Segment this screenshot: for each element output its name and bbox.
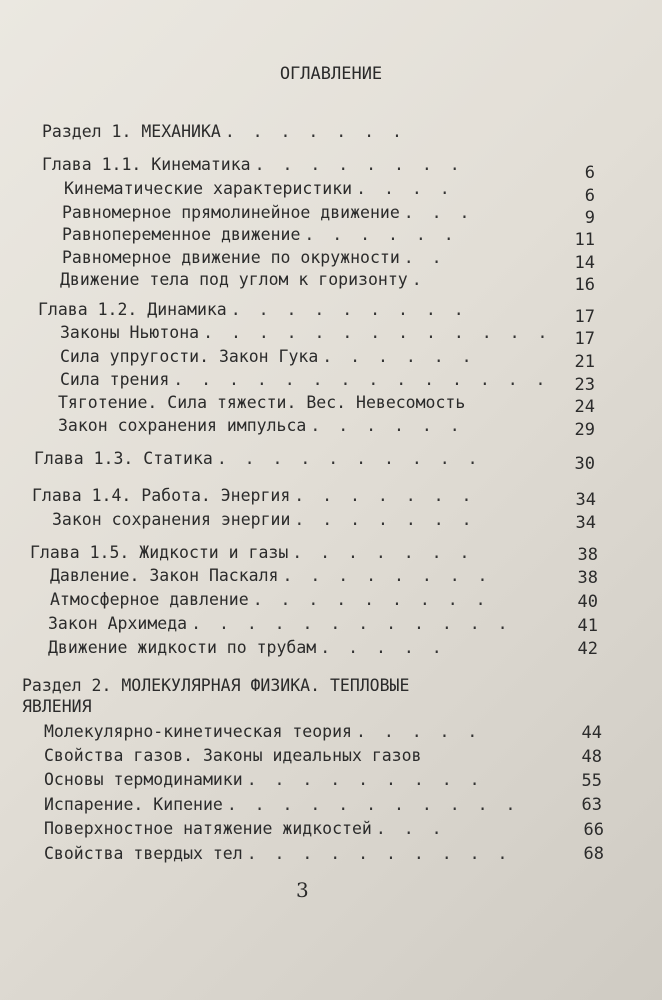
entry-text: Свойства твердых тел	[44, 844, 243, 863]
entry-text: Глава 1.4. Работа. Энергия	[32, 486, 291, 505]
entry-text: Глава 1.3. Статика	[34, 449, 213, 468]
entry-text: Законы Ньютона	[60, 323, 200, 342]
entry-dots: . . . . . .	[304, 225, 458, 244]
toc-entry	[58, 416, 464, 436]
entry-page: 44	[581, 723, 602, 743]
entry-page: 17	[574, 329, 595, 349]
entry-dots: . . . . . .	[322, 347, 476, 366]
entry-dots: . . . . . . .	[224, 122, 406, 141]
entry-dots: . . . . . . .	[292, 543, 474, 562]
toc-entry	[50, 566, 492, 586]
entry-text: Движение жидкости по трубам	[48, 638, 317, 657]
entry-dots: . . .	[403, 203, 474, 222]
toc-entry	[62, 225, 458, 245]
entry-dots: .	[411, 270, 426, 289]
entry-text: Глава 1.5. Жидкости и газы	[30, 543, 289, 562]
entry-text: Закон сохранения импульса	[58, 416, 307, 435]
entry-text: Свойства газов. Законы идеальных газов	[44, 746, 422, 765]
toc-entry	[50, 590, 490, 610]
entry-page: 29	[574, 420, 595, 440]
entry-dots: . . . . . . . .	[254, 155, 464, 174]
entry-page: 6	[584, 163, 595, 183]
entry-text: Глава 1.1. Кинематика	[42, 155, 251, 174]
entry-page: 23	[574, 375, 595, 395]
entry-dots: . . . . . . . . .	[252, 590, 490, 609]
entry-text: Раздел 2. МОЛЕКУЛЯРНАЯ ФИЗИКА. ТЕПЛОВЫЕ	[22, 676, 410, 695]
entry-dots: . .	[403, 248, 446, 267]
toc-entry	[42, 122, 406, 142]
entry-dots: . . . . . . . . .	[246, 770, 484, 789]
toc-entry	[34, 449, 482, 469]
entry-page: 30	[574, 454, 595, 474]
toc-entry	[44, 795, 519, 815]
entry-text: Давление. Закон Паскаля	[50, 566, 279, 585]
entry-page: 48	[581, 747, 602, 767]
toc-entry	[22, 697, 92, 717]
entry-dots: . . . . .	[355, 722, 482, 741]
entry-page: 40	[577, 592, 598, 612]
toc-entry	[58, 393, 469, 413]
entry-text: Движение тела под углом к горизонту	[60, 270, 408, 289]
entry-text: Тяготение. Сила тяжести. Вес. Невесомость	[58, 393, 466, 412]
toc-entry	[44, 770, 484, 790]
toc-entry	[48, 638, 446, 658]
entry-text: Глава 1.2. Динамика	[38, 300, 227, 319]
entry-dots: . . . . . . .	[294, 486, 476, 505]
entry-page: 66	[583, 820, 604, 840]
entry-dots: . . . .	[356, 179, 454, 198]
entry-dots	[465, 393, 469, 412]
toc-entry	[42, 155, 464, 175]
toc-entry	[38, 300, 468, 320]
page-number: 3	[296, 878, 309, 902]
toc-title: ОГЛАВЛЕНИЕ	[279, 64, 383, 84]
entry-page: 9	[584, 208, 595, 228]
entry-text: Сила упругости. Закон Гука	[60, 347, 319, 366]
entry-text: Кинематические характеристики	[64, 179, 353, 198]
entry-dots: . . . . . . .	[294, 510, 476, 529]
entry-page: 21	[574, 352, 595, 372]
entry-dots: . . .	[375, 819, 446, 838]
toc-entry	[32, 486, 475, 506]
entry-dots: . . . . . . . . . . .	[226, 795, 520, 814]
toc-entry	[64, 179, 454, 199]
toc-entry	[44, 844, 511, 864]
entry-text: Равномерное движение по окружности	[62, 248, 400, 267]
entry-dots: . . . . . . . . .	[230, 300, 468, 319]
entry-text: Равнопеременное движение	[62, 225, 301, 244]
toc-entry	[48, 614, 512, 634]
toc-entry	[60, 323, 551, 343]
entry-page: 63	[581, 795, 602, 815]
entry-text: ЯВЛЕНИЯ	[22, 697, 92, 716]
entry-text: Поверхностное натяжение жидкостей	[44, 819, 372, 838]
entry-text: Закон сохранения энергии	[52, 510, 291, 529]
entry-text: Раздел 1. МЕХАНИКА	[42, 122, 221, 141]
entry-page: 6	[584, 186, 595, 206]
toc-entry	[62, 203, 473, 223]
entry-dots: . . . . . .	[310, 416, 464, 435]
entry-page: 42	[577, 639, 598, 659]
entry-dots: . . . . . . . .	[282, 566, 492, 585]
entry-page: 34	[575, 513, 596, 533]
entry-text: Молекулярно-кинетическая теория	[44, 722, 352, 741]
entry-page: 38	[577, 568, 598, 588]
entry-text: Испарение. Кипение	[44, 795, 223, 814]
entry-page: 11	[574, 230, 595, 250]
entry-dots: . . . . . . . . . .	[216, 449, 482, 468]
entry-page: 68	[583, 844, 604, 864]
entry-page: 34	[575, 490, 596, 510]
entry-dots: . . . . . . . . . . . . .	[203, 323, 552, 342]
entry-dots: . . . . .	[320, 638, 446, 657]
entry-text: Закон Архимеда	[48, 614, 188, 633]
toc-entry	[44, 746, 426, 766]
entry-dots: . . . . . . . . . . . .	[191, 614, 512, 633]
toc-entry	[52, 510, 476, 530]
toc-entry	[60, 270, 426, 290]
entry-page: 16	[574, 275, 595, 295]
toc-entry	[44, 819, 446, 839]
entry-page: 38	[577, 545, 598, 565]
toc-entry	[62, 248, 446, 268]
entry-text: Сила трения	[60, 370, 170, 389]
entry-text: Основы термодинамики	[44, 770, 243, 789]
entry-dots: . . . . . . . . . .	[246, 844, 512, 863]
entry-dots	[422, 746, 426, 765]
entry-text: Атмосферное давление	[50, 590, 249, 609]
toc-entry	[60, 370, 550, 390]
toc-entry	[60, 347, 476, 367]
entry-page: 41	[577, 616, 598, 636]
toc-entry	[44, 722, 481, 742]
entry-page: 17	[574, 307, 595, 327]
toc-entry	[30, 543, 473, 563]
entry-dots: . . . . . . . . . . . . . .	[173, 370, 550, 389]
entry-page: 55	[581, 771, 602, 791]
entry-page: 14	[574, 253, 595, 273]
entry-text: Равномерное прямолинейное движение	[62, 203, 400, 222]
entry-page: 24	[574, 397, 595, 417]
toc-entry	[22, 676, 409, 696]
